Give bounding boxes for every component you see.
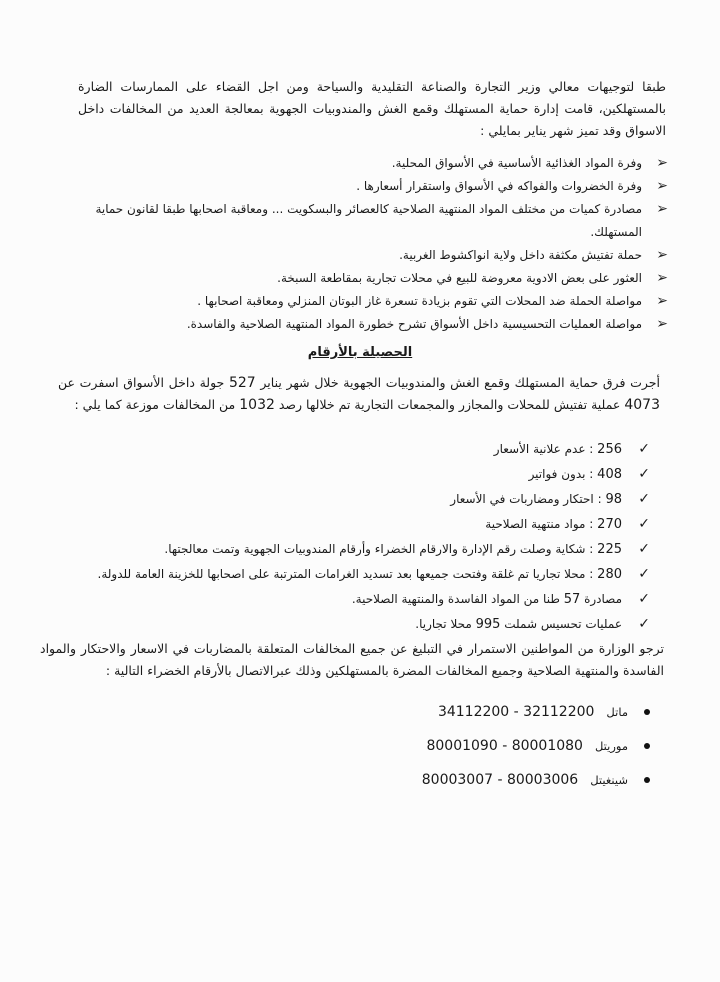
activities-list <box>60 152 668 336</box>
closing-paragraph: ترجو الوزارة من المواطنين الاستمرار في التبليغ عن جميع المخالفات المتعلقة بالمضاربات في الاسعار والاحتكار والمواد الفاسدة والمنتهية الصلاحية وجميع المخالفات المضرة بالمستهلكين وذلك عبرالاتصال بالأرقام الخضراء التالية : <box>40 641 664 678</box>
check-icon: ✓ <box>638 466 650 482</box>
list-item: ✓ 256 : عدم علانية الأسعار <box>90 437 650 462</box>
arrow-bullet-icon: ➢ <box>656 270 668 286</box>
phone-numbers: 34112200 - 32112200 <box>437 704 595 720</box>
phone-numbers: 80003007 - 80003006 <box>421 772 579 788</box>
list-item: ✓ 98 : احتكار ومضاربات في الأسعار <box>90 487 650 512</box>
check-icon: ✓ <box>638 616 650 632</box>
arrow-bullet-icon: ➢ <box>656 178 668 194</box>
section-title: الحصيلة بالأرقام <box>307 345 413 360</box>
bullet-dot-icon <box>644 709 650 715</box>
rounds-count: 527 <box>228 375 256 391</box>
arrow-bullet-icon: ➢ <box>656 247 668 263</box>
stats-list <box>90 437 650 637</box>
list-item: ➢ مواصلة العمليات التحسيسية داخل الأسواق تشرح خطورة المواد المنتهية الصلاحية والفاسدة. <box>60 313 668 336</box>
operator-name: موريتل <box>594 739 628 753</box>
list-item: ➢ حملة تفتيش مكثفة داخل ولاية انواكشوط الغربية. <box>60 244 668 267</box>
check-icon: ✓ <box>638 566 650 582</box>
arrow-bullet-icon: ➢ <box>656 316 668 332</box>
green-numbers-list <box>400 695 650 797</box>
list-item: ➢ وفرة المواد الغذائية الأساسية في الأسواق المحلية. <box>60 152 668 175</box>
phone-item-mattel <box>400 695 650 729</box>
list-item: ✓ عمليات تحسيس شملت 995 محلا تجاريا. <box>90 612 650 637</box>
list-item: ✓ مصادرة 57 طنا من المواد الفاسدة والمنتهية الصلاحية. <box>90 587 650 612</box>
bullet-dot-icon <box>644 777 650 783</box>
list-item: ➢ مواصلة الحملة ضد المحلات التي تقوم بزيادة تسعرة غاز البوتان المنزلي ومعاقبة اصحابها . <box>60 290 668 313</box>
operator-name: شينغيتل <box>590 773 628 787</box>
list-item: ✓ 280 : محلا تجاريا تم غلقة وفتحت جميعها بعد تسديد الغرامات المترتبة على اصحابها للخزينة العامة للدولة. <box>90 562 650 587</box>
check-icon: ✓ <box>638 441 650 457</box>
arrow-bullet-icon: ➢ <box>656 293 668 309</box>
arrow-bullet-icon: ➢ <box>656 155 668 171</box>
check-icon: ✓ <box>638 491 650 507</box>
list-item: ✓ 408 : بدون فواتير <box>90 462 650 487</box>
violations-count: 1032 <box>239 397 275 413</box>
check-icon: ✓ <box>638 591 650 607</box>
list-item: ➢ العثور على بعض الادوية معروضة للبيع في محلات تجارية بمقاطعة السبخة. <box>60 267 668 290</box>
list-item: ✓ 225 : شكاية وصلت رقم الإدارة والارقام الخضراء وأرقام المندوبيات الجهوية وتمت معالجتها. <box>90 537 650 562</box>
inspections-count: 4073 <box>624 397 660 413</box>
phone-item-chinguitel <box>400 763 650 797</box>
bullet-dot-icon <box>644 743 650 749</box>
phone-item-mauritel <box>400 729 650 763</box>
list-item: ➢ مصادرة كميات من مختلف المواد المنتهية الصلاحية كالعصائر والبسكويت ... ومعاقبة اصحابها طبقا لقانون حماية المستهلك. <box>60 198 668 244</box>
intro-paragraph: طبقا لتوجيهات معالي وزير التجارة والصناعة التقليدية والسياحة ومن اجل القضاء على الممارسات الضارة بالمستهلكين، قامت إدارة حماية المستهلك وقمع الغش والمندوبيات الجهوية بمعالجة العديد من المخالفات داخل الاسواق وقد تميز شهر يناير بمايلي : <box>78 79 666 138</box>
arrow-bullet-icon: ➢ <box>656 201 668 217</box>
check-icon: ✓ <box>638 541 650 557</box>
check-icon: ✓ <box>638 516 650 532</box>
list-item: ➢ وفرة الخضروات والفواكه في الأسواق واستقرار أسعارها . <box>60 175 668 198</box>
summary-paragraph: أجرت فرق حماية المستهلك وقمع الغش والمندوبيات الجهوية خلال شهر يناير 527 جولة داخل الأسواق اسفرت عن 4073 عملية تفتيش للمحلات والمجازر والمجمعات التجارية تم خلالها رصد 1032 من المخالفات موزعة كما يلي : <box>58 375 660 413</box>
operator-name: ماتل <box>606 705 628 719</box>
phone-numbers: 80001090 - 80001080 <box>426 738 583 754</box>
list-item: ✓ 270 : مواد منتهية الصلاحية <box>90 512 650 537</box>
